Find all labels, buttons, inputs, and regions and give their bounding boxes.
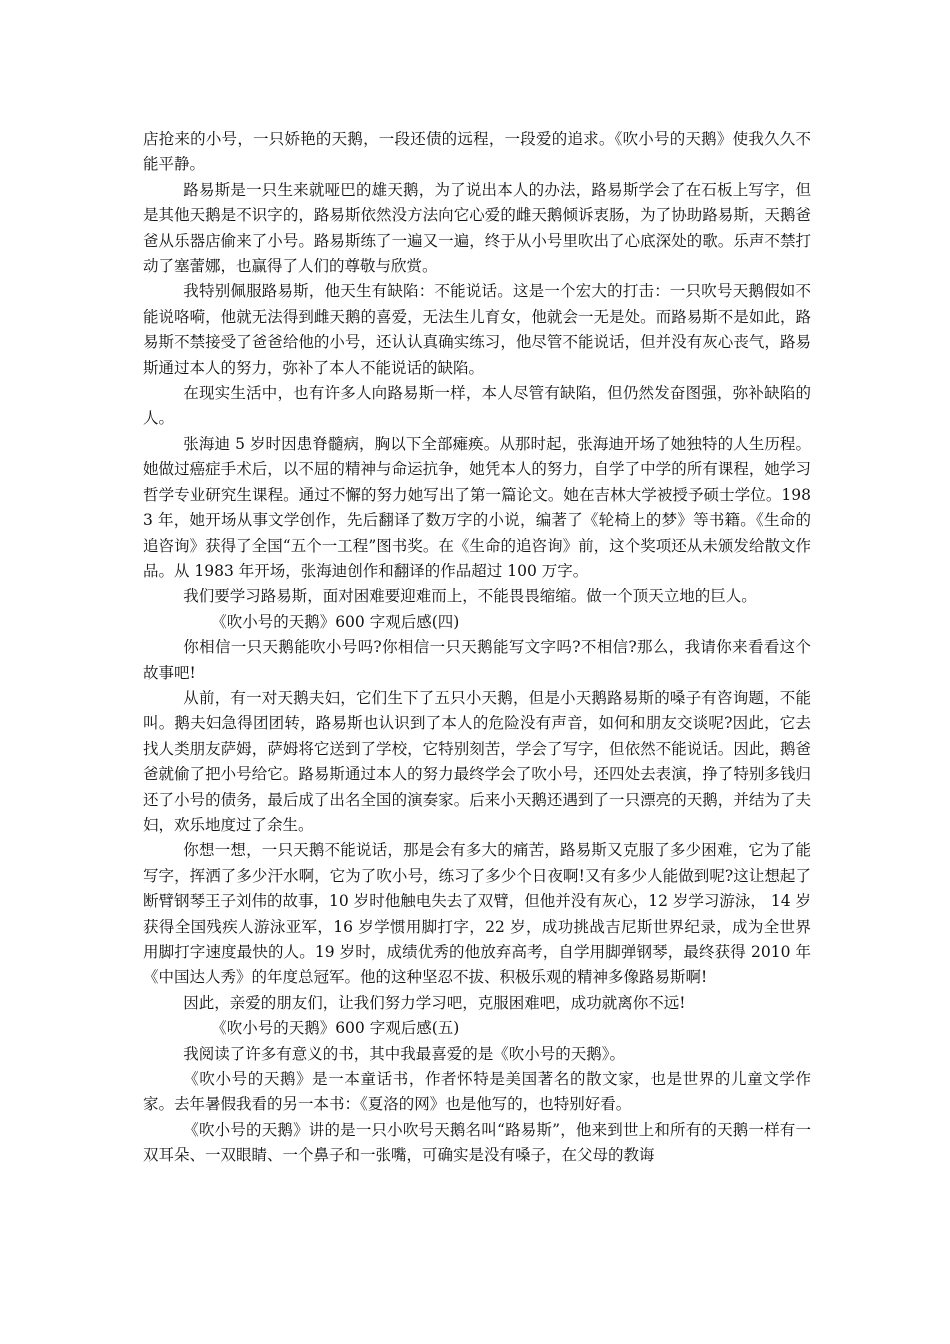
paragraph-7: 你相信一只天鹅能吹小号吗?你相信一只天鹅能写文字吗?不相信?那么，我请你来看看这个故事吧! xyxy=(143,638,811,682)
paragraph-3: 我特别佩服路易斯，他天生有缺陷：不能说话。这是一个宏大的打击：一只吹号天鹅假如不能说咯嗬，他就无法得到雌天鹅的喜爱，无法生儿育女，他就会一无是处。而路易斯不是如此，路易斯不禁接受了爸爸给他的小号，还认认真确实练习，他尽管不能说话，但并没有灰心丧气，路易斯通过本人的努力，弥补了本人不能说话的缺陷。 xyxy=(143,282,811,377)
paragraph-5: 张海迪 5 岁时因患脊髓病，胸以下全部瘫痪。从那时起，张海迪开场了她独特的人生历程。她做过癌症手术后，以不屈的精神与命运抗争，她凭本人的努力，自学了中学的所有课程，她学习哲学专业研究生课程。通过不懈的努力她写出了第一篇论文。她在吉林大学被授予硕士学位。1983 年，她开场从事文学创作，先后翻译了数万字的小说，编著了《轮椅上的梦》等书籍。《生命的追咨询》获得了全国“五个一工程”图书奖。在《生命的追咨询》前，这个奖项还从未颁发给散文作品。从 1983 年开场，张海迪创作和翻译的作品超过 100 万字。 xyxy=(143,434,811,580)
paragraph-2: 路易斯是一只生来就哑巴的雄天鹅，为了说出本人的办法，路易斯学会了在石板上写字，但是其他天鹅是不识字的，路易斯依然没方法向它心爱的雌天鹅倾诉衷肠，为了协助路易斯，天鹅爸爸从乐器店偷来了小号。路易斯练了一遍又一遍，终于从小号里吹出了心底深处的歌。乐声不禁打动了塞蕾娜，也赢得了人们的尊敬与欣赏。 xyxy=(143,180,811,276)
paragraph-12: 《吹小号的天鹅》是一本童话书，作者怀特是美国著名的散文家，也是世界的儿童文学作家。去年暑假我看的另一本书：《夏洛的网》也是他写的，也特别好看。 xyxy=(143,1070,811,1114)
paragraph-8: 从前，有一对天鹅夫妇，它们生下了五只小天鹅，但是小天鹅路易斯的嗓子有咨询题，不能叫。鹅夫妇急得团团转，路易斯也认识到了本人的危险没有声音，如何和朋友交谈呢?因此，它去找人类朋友萨姆，萨姆将它送到了学校，它特别刻苦，学会了写字，但依然不能说话。因此，鹅爸爸就偷了把小号给它。路易斯通过本人的努力最终学会了吹小号，还四处去表演，挣了特别多钱归还了小号的债务，最后成了出名全国的演奏家。后来小天鹅还遇到了一只漂亮的天鹅，并结为了夫妇，欢乐地度过了余生。 xyxy=(143,688,811,834)
paragraph-10: 因此，亲爱的朋友们，让我们努力学习吧，克服困难吧，成功就离你不远! xyxy=(183,993,686,1012)
section-heading-5: 《吹小号的天鹅》600 字观后感(五) xyxy=(211,1019,460,1038)
paragraph-1: 店抢来的小号，一只娇艳的天鹅，一段还债的远程，一段爱的追求。《吹小号的天鹅》使我久久不能平静。 xyxy=(143,130,811,174)
paragraph-13: 《吹小号的天鹅》讲的是一只小吹号天鹅名叫“路易斯”，他来到世上和所有的天鹅一样有一双耳朵、一双眼睛、一个鼻子和一张嘴，可确实是没有嗓子，在父母的教诲 xyxy=(143,1120,811,1165)
paragraph-6: 我们要学习路易斯，面对困难要迎难而上，不能畏畏缩缩。做一个顶天立地的巨人。 xyxy=(183,587,757,606)
paragraph-9: 你想一想，一只天鹅不能说话，那是会有多大的痛苦，路易斯又克服了多少困难，它为了能写字，挥洒了多少汗水啊，它为了吹小号，练习了多少个日夜啊!又有多少人能做到呢?这让想起了断臂钢琴王子刘伟的故事，10 岁时他触电失去了双臂，但他并没有灰心，12 岁学习游泳， 14 岁获得全国残疾人游泳亚军，16 岁学惯用脚打字，22 岁，成功挑战吉尼斯世界纪录，成为全世界用脚打字速度最快的人。19 岁时，成绩优秀的他放弃高考，自学用脚弹钢琴，最终获得 2010 年《中国达人秀》的年度总冠军。他的这种坚忍不拔、积极乐观的精神多像路易斯啊! xyxy=(143,841,811,987)
section-heading-4: 《吹小号的天鹅》600 字观后感(四) xyxy=(211,612,460,631)
paragraph-11: 我阅读了许多有意义的书，其中我最喜爱的是《吹小号的天鹅》。 xyxy=(183,1044,626,1063)
document-body xyxy=(143,127,811,1169)
paragraph-4: 在现实生活中，也有许多人向路易斯一样，本人尽管有缺陷，但仍然发奋图强，弥补缺陷的人。 xyxy=(143,384,811,428)
